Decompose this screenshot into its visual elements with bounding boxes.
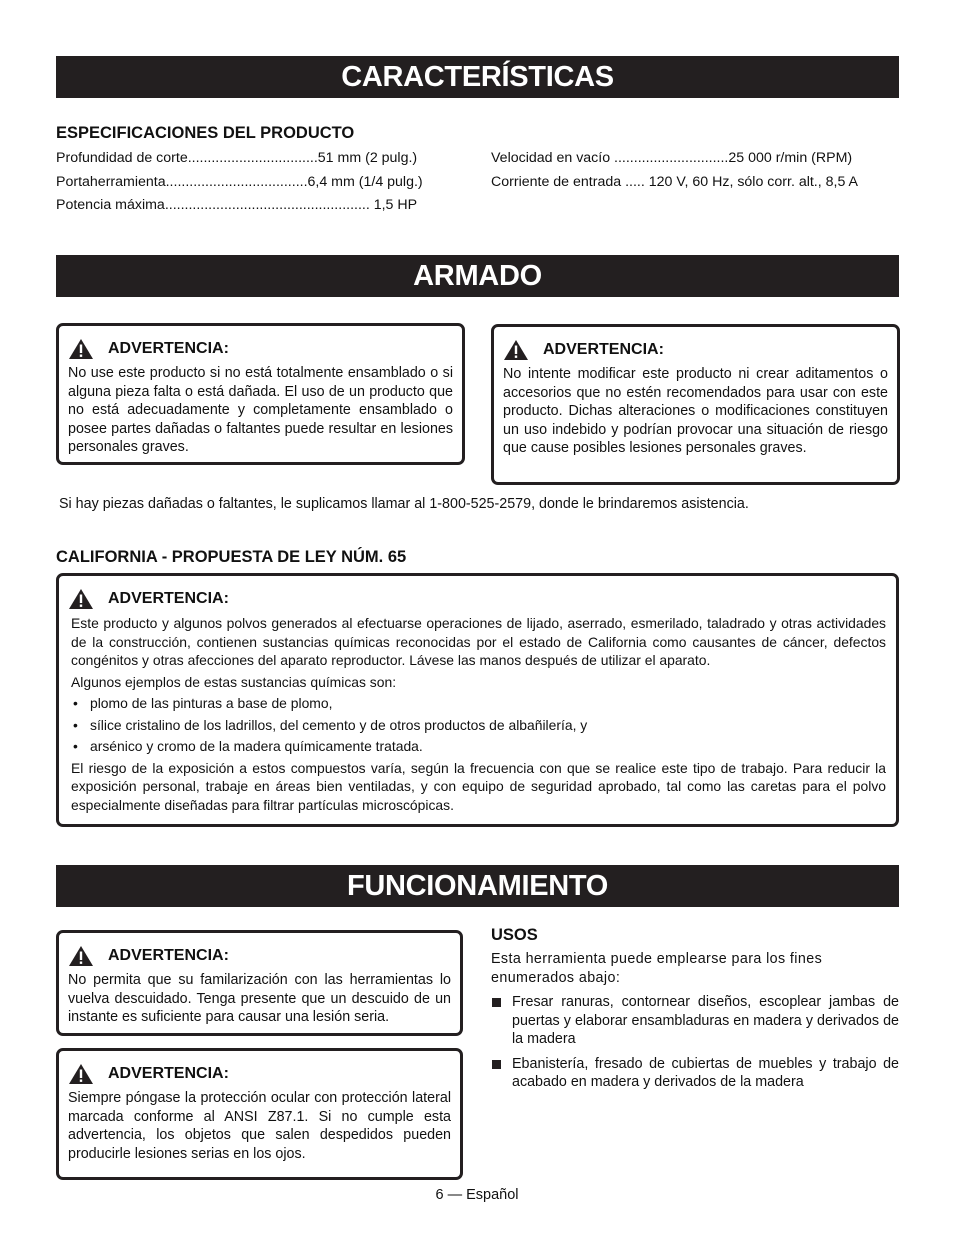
warning-triangle-icon — [68, 945, 94, 967]
warning-header — [68, 945, 460, 967]
caracteristicas-banner: CARACTERÍSTICAS — [56, 56, 899, 98]
usos-heading: USOS — [491, 926, 538, 944]
specs-right — [491, 147, 895, 194]
warning-header — [68, 338, 462, 360]
list-item: Ebanistería, fresado de cubiertas de muebles y trabajo de acabado en madera y derivados de la madera — [491, 1055, 899, 1092]
warning-text: No intente modificar este producto ni crear aditamentos o accesorios que no estén recomendados para usar con este producto. Dichas alteraciones o modificaciones constituyen un uso indebido y podrían provocar una situación de riesgo que cause posibles lesiones personales graves. — [503, 366, 888, 456]
usos-list — [491, 993, 899, 1092]
spec-line: Profundidad de corte.................................51 mm (2 pulg.) — [56, 150, 418, 166]
warning-text: No use este producto si no está totalmente ensamblado o si alguna pieza falta o está dañada. El uso de un producto que no está adecuadamente y completamente ensamblado o posee partes dañadas o faltantes puede resultar en lesiones personales graves. — [68, 365, 453, 455]
warning-box-prop65 — [56, 573, 899, 827]
spec-line: Velocidad en vacío .............................25 000 r/min (RPM) — [491, 150, 853, 166]
warning-text: Siempre póngase la protección ocular con protección lateral marcada conforme al ANSI Z87.1. Si no cumple esta advertencia, los objetos que salen despedidos pueden producirle lesiones serias en los ojos. — [68, 1090, 451, 1162]
spec-line: Corriente de entrada ..... 120 V, 60 Hz, sólo corr. alt., 8,5 A — [491, 173, 858, 190]
warning-box-eye-protection — [56, 1048, 463, 1180]
funcionamiento-banner: FUNCIONAMIENTO — [56, 865, 899, 907]
spec-heading: ESPECIFICACIONES DEL PRODUCTO — [56, 124, 355, 142]
warning-closing-text: El riesgo de la exposición a estos compuestos varía, según la frecuencia con que se realice este tipo de trabajo. Para reducir la exposición personal, trabaje en áreas bien ventiladas, y con equipo de seguridad aprobado, tal como las caretas para el polvo especialmente diseñadas para filtrar partículas microscópicas. — [71, 759, 886, 813]
examples-list — [71, 694, 886, 756]
california-heading: CALIFORNIA - PROPUESTA DE LEY NÚM. 65 — [56, 548, 407, 566]
page-footer: 6 — Español — [435, 1187, 519, 1203]
warning-title: ADVERTENCIA: — [543, 341, 664, 358]
warning-header — [68, 1063, 460, 1085]
examples-label: Algunos ejemplos de estas sustancias químicas son: — [71, 673, 397, 690]
warning-title: ADVERTENCIA: — [108, 340, 229, 357]
list-item: • sílice cristalino de los ladrillos, del cemento y de otros productos de albañilería, y — [71, 716, 886, 735]
specs-left — [56, 147, 462, 218]
warning-text: Este producto y algunos polvos generados al efectuarse operaciones de lijado, aserrado, esmerilado, taladrado y otras actividades de la construcción, contienen sustancias químicas reconocidas por el estado de California como causantes de cáncer, defectos congénitos y otras afecciones del aparato reproductor. Lávese las manos después de utilizar el aparato. — [71, 615, 886, 668]
list-item: • plomo de las pinturas a base de plomo, — [71, 694, 886, 713]
spec-line: Potencia máxima.................................................... 1,5 HP — [56, 197, 418, 213]
usos-section — [491, 926, 899, 1096]
spec-line: Portaherramienta....................................6,4 mm (1/4 pulg.) — [56, 173, 423, 190]
warning-box-modification — [491, 324, 900, 485]
warning-header — [503, 339, 897, 361]
warning-title: ADVERTENCIA: — [108, 1065, 229, 1082]
list-item: • arsénico y cromo de la madera químicamente tratada. — [71, 737, 886, 756]
warning-text: No permita que su familarización con las herramientas lo vuelva descuidado. Tenga presente que un descuido de un instante es suficiente para causar una lesión seria. — [68, 972, 451, 1025]
armado-banner: ARMADO — [56, 255, 899, 297]
warning-triangle-icon — [68, 338, 94, 360]
warning-box-assembly — [56, 323, 465, 465]
missing-parts-note: Si hay piezas dañadas o faltantes, le suplicamos llamar al 1-800-525-2579, donde le brindaremos asistencia. — [59, 496, 749, 512]
warning-title: ADVERTENCIA: — [108, 947, 229, 964]
list-item: Fresar ranuras, contornear diseños, escoplear jambas de puertas y elaborar ensambladuras en madera y derivados de la madera — [491, 993, 899, 1049]
warning-box-familiarity — [56, 930, 463, 1036]
warning-triangle-icon — [68, 588, 94, 610]
warning-triangle-icon — [503, 339, 529, 361]
warning-header — [68, 588, 896, 610]
warning-title: ADVERTENCIA: — [108, 590, 229, 607]
usos-intro: Esta herramienta puede emplearse para los fines enumerados abajo: — [491, 951, 823, 986]
warning-triangle-icon — [68, 1063, 94, 1085]
